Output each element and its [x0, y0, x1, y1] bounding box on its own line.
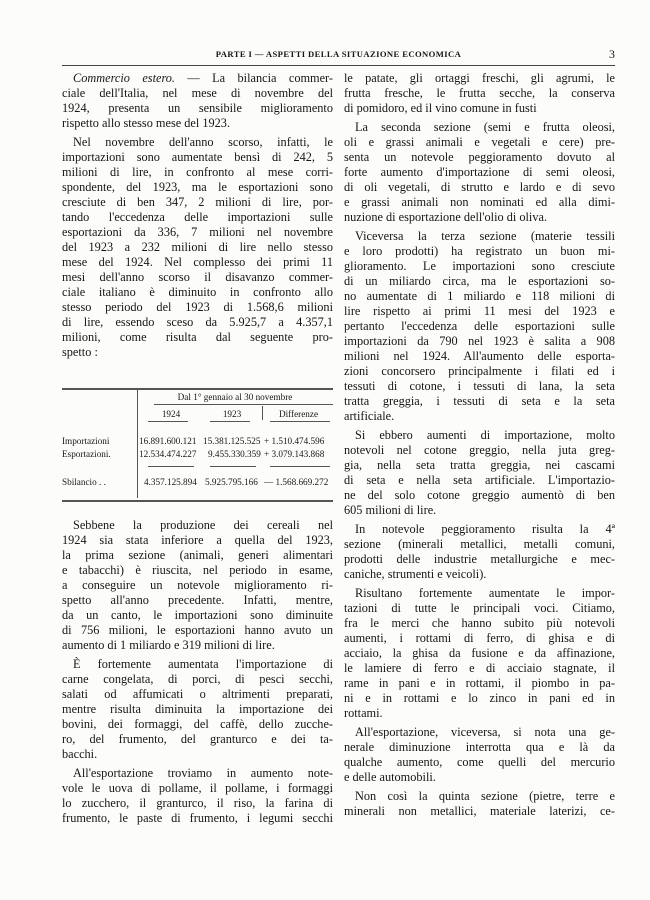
text-line: e loro prodotti) ha registrato un buon mi-: [344, 244, 615, 258]
text-line: 1924, presenta un sensibile miglioramento: [62, 101, 333, 115]
table-top-rule: [62, 388, 333, 390]
text-line: sezione (minerali metallici, metalli comuni,: [344, 537, 615, 551]
paragraph: [62, 766, 333, 826]
paragraph: [344, 725, 615, 785]
text-line: da un canto, le importazioni sono diminuite: [62, 608, 333, 622]
text-line: spetto :: [62, 345, 98, 359]
running-header-title: PARTE I — ASPETTI DELLA SITUAZIONE ECONOMICA: [215, 49, 462, 59]
cell-1924: 4.357.125.894: [144, 477, 197, 487]
text-line: a conseguire un notevole miglioramento ri-: [62, 578, 333, 592]
text-line: frumento, le paste di frumento, i legumi secchi: [62, 811, 333, 825]
text-line: qualche aumento, come quelli del mercurio: [344, 755, 615, 769]
text-line: rottami.: [344, 706, 383, 720]
text-line: milioni di lire, in confronto al mese corri-: [62, 165, 333, 179]
text-line: pertanto l'eccedenza delle esportazioni sulle: [344, 319, 615, 333]
text-line: di lire, essendo sceso da 5.925,7 a 4.357,1: [62, 315, 333, 329]
right-column: [344, 71, 615, 823]
cell-1924: 16.891.600.121: [139, 436, 197, 446]
text-line: All'esportazione troviamo in aumento note-: [73, 766, 333, 780]
table-group-header: Dal 1° gennaio al 30 novembre: [177, 392, 293, 402]
text-line: milioni, come risulta dal seguente pro-: [62, 330, 333, 344]
text-line: di un miliardo circa, ma le esportazioni so-: [344, 274, 615, 288]
table-col-1923: 1923: [222, 409, 242, 419]
text-line: glioramento. Le importazioni sono cresciute: [344, 259, 615, 273]
text-line: bacchi.: [62, 747, 98, 761]
cell-1923: 15.381.125.525: [203, 436, 261, 446]
cell-diff: + 3.079.143.868: [264, 449, 325, 459]
table-rule: [270, 466, 330, 467]
table-col-differenze: Differenze: [278, 409, 319, 419]
text-line: La seconda sezione (semi e frutta oleosi,: [355, 120, 615, 134]
text-line: cresciute di ben 347, 2 milioni di lire, por-: [62, 195, 333, 209]
text-line: ro, del frumento, del granturco e dei ta-: [62, 732, 333, 746]
running-header: [62, 49, 615, 63]
text-line: milioni nel 1924. All'aumento delle esporta-: [344, 349, 615, 363]
left-column-top: [62, 71, 333, 364]
paragraph: [62, 135, 333, 360]
text-line: nuzione di esportazione dell'olio di oliva.: [344, 210, 548, 224]
text-line: carne congelata, di porci, di pesci secchi,: [62, 672, 333, 686]
paragraph: [344, 120, 615, 225]
paragraph: [344, 789, 615, 819]
text-line: di seta e nella seta artificiale. L'importazio-: [344, 473, 615, 487]
text-line: tratta greggia, i tessuti di seta e la seta: [344, 394, 615, 408]
text-line: esportazioni da 336, 7 milioni nel novembre: [62, 225, 333, 239]
cell-1923: 5.925.795.166: [205, 477, 258, 487]
text-line: acciaio, la ghisa da fusione e da affinazione,: [344, 646, 615, 660]
paragraph: [344, 522, 615, 582]
text-line: Viceversa la terza sezione (materie tessili: [355, 229, 615, 243]
paragraph: [62, 71, 333, 131]
text-line: e grassi animali non nominati ed alla dimi-: [344, 195, 615, 209]
text-line: Si ebbero aumenti di importazione, molto: [355, 428, 615, 442]
text-line: mentre risulta diminuita la importazione dei: [62, 702, 333, 716]
row-label: Importazioni: [62, 436, 110, 446]
text-line: artificiale.: [344, 409, 395, 423]
table-col-1924: 1924: [161, 409, 181, 419]
text-line: ciale italiano è diminuito in confronto allo: [62, 285, 333, 299]
paragraph: [62, 518, 333, 653]
text-line: mesi dell'anno scorso il disavanzo commer-: [62, 270, 333, 284]
text-line: minerali non metallici, materiale laterizi, ce-: [344, 804, 615, 818]
table-label-divider: [137, 390, 138, 498]
paragraph: [344, 428, 615, 518]
text-line: Risultano fortemente aumentate le impor-: [355, 586, 615, 600]
section-lead: Commercio estero.: [73, 71, 176, 85]
paragraph: [344, 586, 615, 721]
header-rule: [62, 65, 615, 66]
row-label: Esportazioni.: [62, 449, 111, 459]
text-line: di oli vegetali, di strutto e lardo e di sevo: [344, 180, 615, 194]
text-line: ne del solo cotone greggio aumentò di ben: [344, 488, 615, 502]
text-line: caniche, strumenti e veicoli).: [344, 567, 487, 581]
page-number: 3: [609, 47, 615, 61]
text-line: di pomidoro, ed il vino comune in fusti: [344, 101, 537, 115]
table-bottom-rule: [62, 500, 333, 502]
text-line: mese del 1924. Nel complesso dei primi 11: [62, 255, 333, 269]
text-line: lo zucchero, il granturco, il riso, la farina di: [62, 796, 333, 810]
text-line: ciale dell'Italia, nel mese di novembre del: [62, 86, 333, 100]
text-line: rispetto allo stesso mese del 1923.: [62, 116, 231, 130]
left-column-bottom: [62, 518, 333, 830]
text-line: tazioni di tutte le principali voci. Citiamo,: [344, 601, 615, 615]
text-line: 1924 sia stata inferiore a quella del 1923,: [62, 533, 333, 547]
text-line: 605 milioni di lire.: [344, 503, 437, 517]
text-line: lire rispetto ai primi 11 mesi del 1923 e: [344, 304, 615, 318]
text-line: [62, 71, 333, 86]
trade-balance-table: [62, 388, 333, 502]
table-rule: [148, 421, 188, 422]
text-line: frutta fresche, le frutta secche, la conserva: [344, 86, 615, 100]
text-line: nerale diminuzione interrotta qua e là da: [344, 740, 615, 754]
table-rule: [210, 466, 256, 467]
text-line: e delle automobili.: [344, 770, 436, 784]
text-line: la prima sezione (animali, generi alimentari: [62, 548, 333, 562]
text-line: ni e in rottami e lo zinco in pani ed in: [344, 691, 615, 705]
table-column-divider: [262, 406, 263, 420]
text-line: rame in pani e in rottami, il piombo in pa-: [344, 676, 615, 690]
text-line-rest: — La bilancia commer-: [175, 71, 333, 85]
text-line: no aumentate di 1 miliardo e 118 milioni di: [344, 289, 615, 303]
table-rule: [210, 421, 250, 422]
text-line: aumento di 1 miliardo e 319 milioni di lire.: [62, 638, 275, 652]
text-line: forte aumento d'importazione di semi oleosi,: [344, 165, 615, 179]
text-line: di 756 milioni, le esportazioni hanno avuto un: [62, 623, 333, 637]
text-line: del 1923 a 232 milioni di lire nello stesso: [62, 240, 333, 254]
text-line: spetto all'anno precedente. Infatti, mentre,: [62, 593, 333, 607]
text-line: salati od affumicati o altrimenti preparati,: [62, 687, 333, 701]
text-line: tessuti di cotone, i tessuti di lana, la seta: [344, 379, 615, 393]
text-line: gia, nella seta tratta greggia, nei cascami: [344, 458, 615, 472]
paragraph: [344, 229, 615, 424]
text-line: vole le uova di pollame, il pollame, i formaggi: [62, 781, 333, 795]
row-label: Sbilancio . .: [62, 477, 106, 487]
text-line: le lamiere di ferro e di acciaio stagnate, il: [344, 661, 615, 675]
text-line: aumenti, i rottami di ferro, di ghisa e di: [344, 631, 615, 645]
cell-diff: — 1.568.669.272: [264, 477, 329, 487]
text-line: senta un notevole peggioramento dovuto al: [344, 150, 615, 164]
text-line: oli e grassi animali e vegetali e cere) pre-: [344, 135, 615, 149]
text-line: le patate, gli ortaggi freschi, gli agrumi, le: [344, 71, 615, 85]
cell-diff: + 1.510.474.596: [264, 436, 325, 446]
text-line: tando l'eccedenza delle importazioni sulle: [62, 210, 333, 224]
text-line: prodotti delle industrie metallurgiche e mec-: [344, 552, 615, 566]
paragraph: [62, 657, 333, 762]
text-line: In notevole peggioramento risulta la 4ª: [355, 522, 615, 536]
text-line: fra le merci che hanno subito più notevoli: [344, 616, 615, 630]
text-line: È fortemente aumentata l'importazione di: [73, 657, 333, 671]
table-rule: [148, 466, 194, 467]
text-line: spondente, del 1923, ma le esportazioni sono: [62, 180, 333, 194]
text-line: Nel novembre dell'anno scorso, infatti, le: [73, 135, 333, 149]
paragraph: [344, 71, 615, 116]
cell-1924: 12.534.474.227: [139, 449, 197, 459]
text-line: importazioni sono aumentate bensì di 242, 5: [62, 150, 333, 164]
text-line: Non così la quinta sezione (pietre, terre e: [355, 789, 615, 803]
text-line: e tabacchi) è riuscita, nel periodo in esame,: [62, 563, 333, 577]
table-group-rule: [154, 404, 333, 405]
text-line: importazioni da 790 nel 1923 è salita a 908: [344, 334, 615, 348]
text-line: notevoli nel cotone greggio, nella juta greg-: [344, 443, 615, 457]
text-line: Sebbene la produzione dei cereali nel: [73, 518, 333, 532]
text-line: zioni concorsero principalmente i filati ed i: [344, 364, 615, 378]
text-line: bovini, dei formaggi, del caffè, dello zucche-: [62, 717, 333, 731]
text-line: stesso periodo del 1923 di 1.568,6 milioni: [62, 300, 333, 314]
cell-1923: 9.455.330.359: [208, 449, 261, 459]
table-rule: [270, 421, 330, 422]
text-line: All'esportazione, viceversa, si nota una ge-: [355, 725, 615, 739]
